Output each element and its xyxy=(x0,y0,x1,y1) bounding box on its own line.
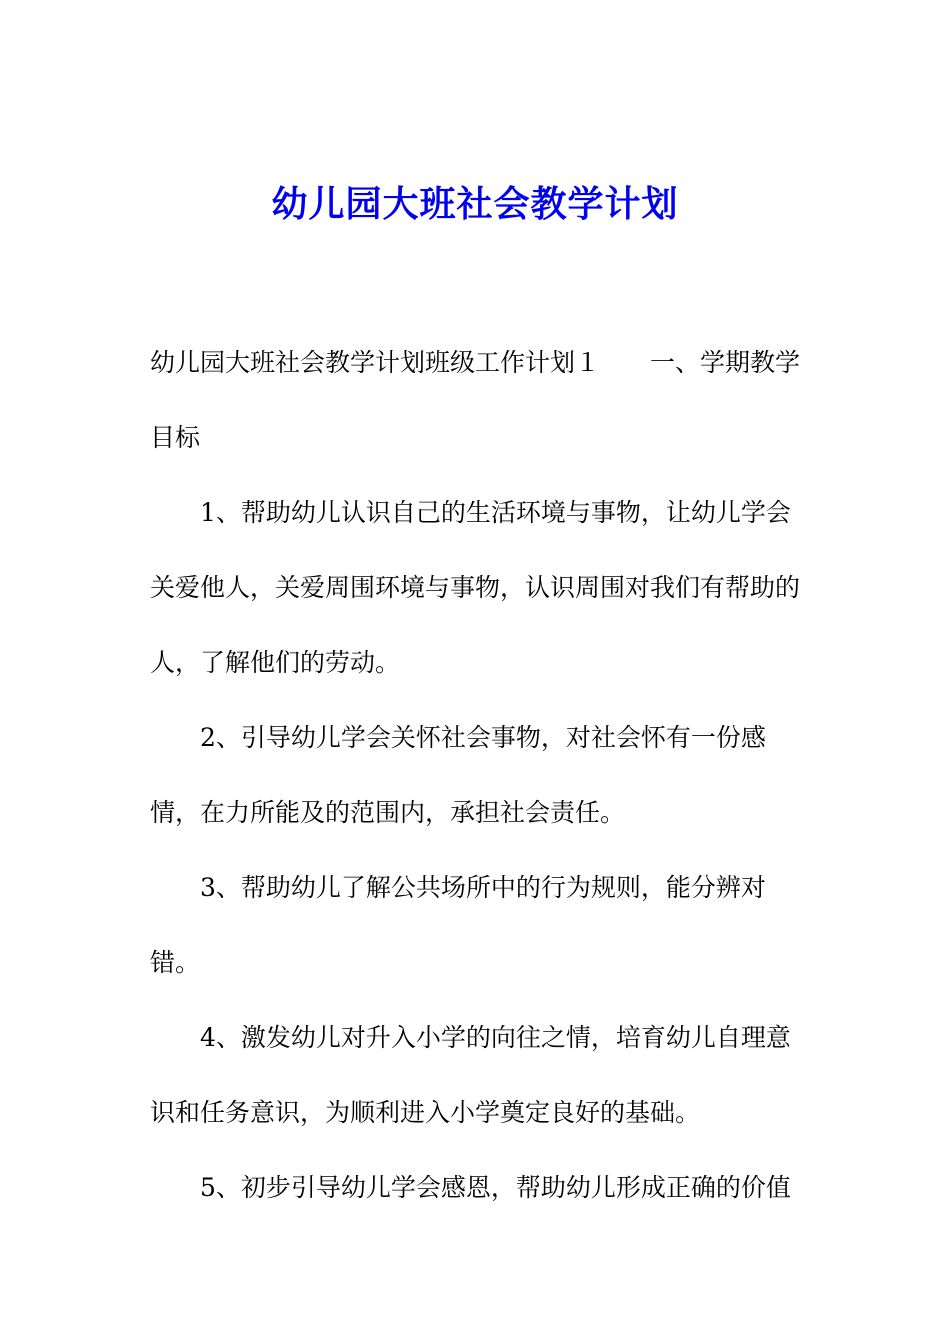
intro-section: 一、学期教学目标 xyxy=(150,348,801,452)
paragraph-1: 1、帮助幼儿认识自己的生活环境与事物，让幼儿学会关爱他人，关爱周围环境与事物，认识周围对我们有帮助的人，了解他们的劳动。 xyxy=(150,498,801,677)
intro-heading: 幼儿园大班社会教学计划班级工作计划１ xyxy=(150,348,601,377)
intro-paragraph xyxy=(150,325,810,475)
document-body xyxy=(150,325,810,1225)
paragraph-2: 2、引导幼儿学会关怀社会事物，对社会怀有一份感情，在力所能及的范围内，承担社会责任。 xyxy=(150,723,766,827)
paragraph-3: 3、帮助幼儿了解公共场所中的行为规则，能分辨对错。 xyxy=(150,873,766,977)
paragraph-5: 5、初步引导幼儿学会感恩，帮助幼儿形成正确的价值 xyxy=(200,1173,791,1202)
paragraph-4: 4、激发幼儿对升入小学的向往之情，培育幼儿自理意识和任务意识，为顺利进入小学奠定良好的基础。 xyxy=(150,1023,791,1127)
document-title: 幼儿园大班社会教学计划 xyxy=(271,183,679,225)
